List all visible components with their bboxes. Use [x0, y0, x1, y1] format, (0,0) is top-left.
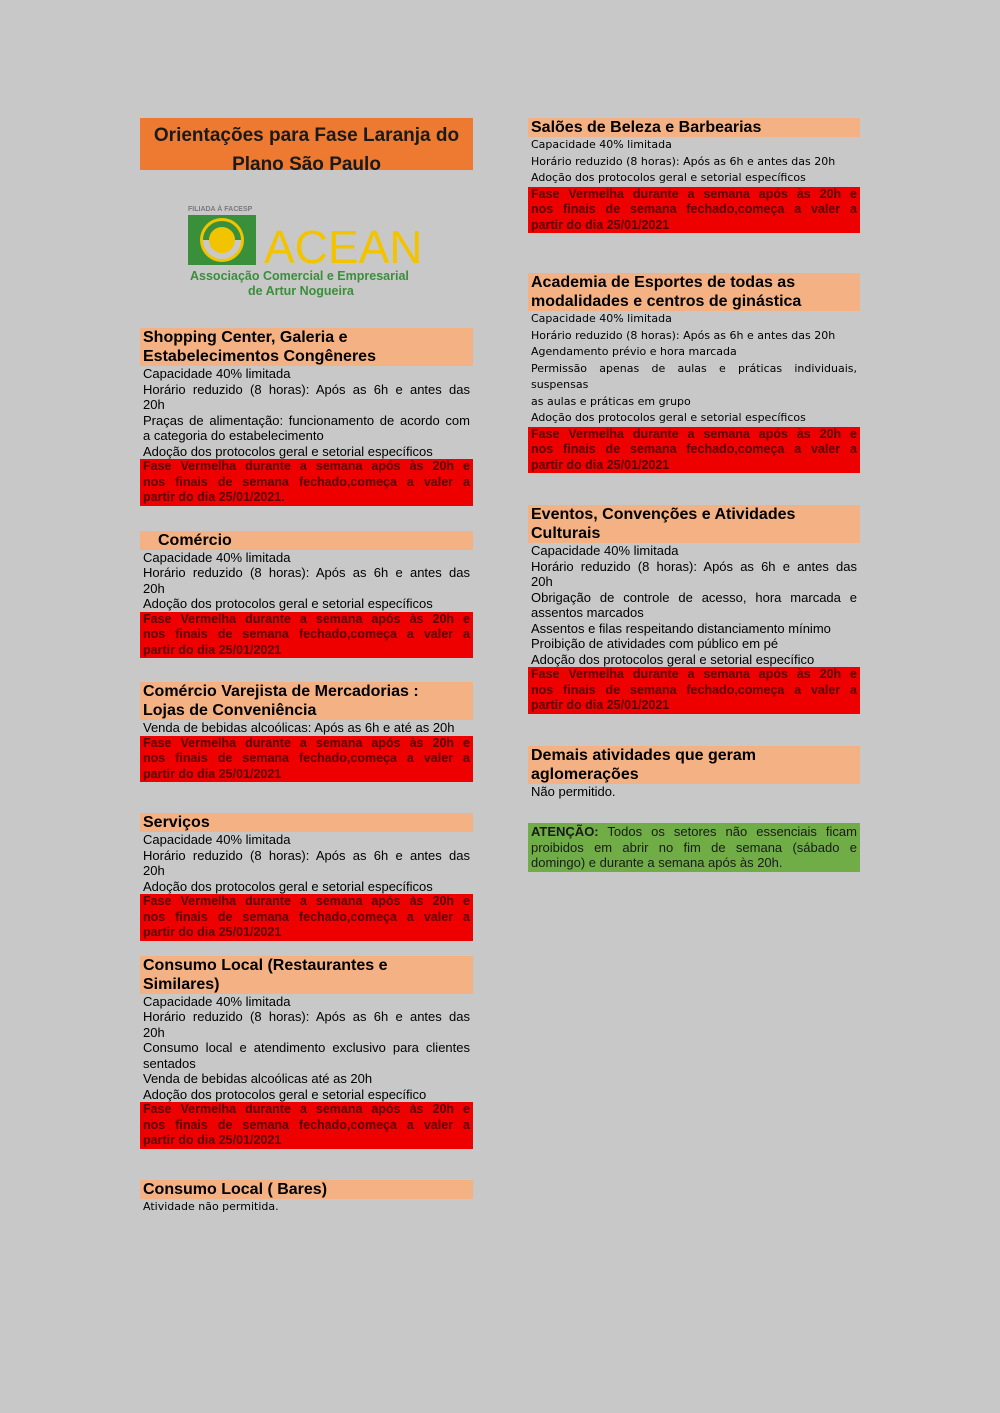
attention-label: ATENÇÃO:: [531, 824, 599, 839]
notice-line: partir do dia 25/01/2021: [143, 925, 282, 939]
heading-line: modalidades e centros de ginástica: [531, 293, 802, 310]
notice-line: partir do dia 25/01/2021: [531, 457, 670, 472]
text-line: 20h: [143, 580, 165, 596]
red-phase-notice: [528, 187, 860, 234]
title-line-2: Plano São Paulo: [232, 154, 381, 175]
acean-logo: [140, 170, 473, 328]
notice-line: nos finais de semana fechado,começa a valer a: [531, 682, 857, 697]
heading-line: Demais atividades que geram: [531, 746, 756, 764]
heading-line: aglomerações: [531, 765, 639, 783]
text-line: Obrigação de controle de acesso, hora marcada e: [531, 589, 857, 605]
acean-logo-icon: [186, 202, 431, 302]
red-phase-notice: [528, 427, 860, 474]
notice-line: Fase Vermelha durante a semana após às 20h e: [531, 186, 857, 201]
text-line: 20h: [143, 863, 165, 878]
logo-sub-2: de Artur Nogueira: [248, 284, 354, 298]
notice-line: partir do dia 25/01/2021: [531, 698, 670, 712]
logo-tag: FILIADA À FACESP: [188, 206, 253, 213]
red-phase-notice: [528, 667, 860, 714]
text-line: 20h: [531, 574, 553, 589]
text-line: Capacidade 40% limitada: [143, 549, 291, 565]
notice-line: nos finais de semana fechado,começa a valer a: [143, 909, 470, 924]
section-bares: [140, 1180, 473, 1216]
notice-line: nos finais de semana fechado,começa a valer a: [143, 1117, 470, 1132]
section-comercio: [140, 531, 473, 659]
heading-line: Eventos, Convenções e Atividades: [531, 506, 796, 523]
title-line-1: Orientações para Fase Laranja do: [153, 125, 460, 146]
notice-line: Fase Vermelha durante a semana após às 20h e: [143, 459, 470, 473]
notice-line: partir do dia 25/01/2021: [143, 766, 282, 781]
text-line: Agendamento prévio e hora marcada: [531, 345, 737, 358]
section-heading: [528, 505, 860, 543]
text-line: Horário reduzido (8 horas): Após as 6h e antes das: [143, 847, 470, 863]
heading-line: Similares): [143, 975, 220, 993]
heading-line: Culturais: [531, 525, 601, 542]
notice-line: Fase Vermelha durante a semana após às 20h e: [531, 667, 857, 681]
notice-line: nos finais de semana fechado,começa a valer a: [531, 202, 857, 216]
heading-line: Consumo Local (Restaurantes e: [143, 956, 388, 974]
section-heading: [140, 956, 473, 994]
section-servicos: [140, 813, 473, 941]
heading-line: Academia de Esportes de todas as: [531, 274, 796, 291]
text-line: assentos marcados: [531, 605, 644, 620]
notice-line: partir do dia 25/01/2021.: [143, 490, 285, 504]
section-heading: [528, 273, 860, 311]
text-line: Adoção dos protocolos geral e setorial específicos: [143, 596, 433, 611]
heading-line: Lojas de Conveniência: [143, 702, 317, 719]
notice-line: partir do dia 25/01/2021: [143, 1133, 282, 1147]
text-line: Não permitido.: [531, 783, 616, 799]
text-line: Venda de bebidas alcoólicas: Após as 6h e até as 20h: [143, 720, 455, 735]
section-saloes: [528, 118, 860, 233]
text-line: Capacidade 40% limitada: [143, 366, 291, 381]
text-line: Adoção dos protocolos geral e setorial específicos: [531, 411, 806, 424]
notice-line: Fase Vermelha durante a semana após às 20h e: [143, 611, 470, 626]
section-heading: [528, 746, 860, 784]
text-line: Permissão apenas de aulas e práticas individuais, suspensas: [531, 361, 857, 391]
text-line: 20h: [143, 397, 165, 412]
notice-line: partir do dia 25/01/2021: [531, 217, 670, 232]
heading-line: Estabelecimentos Congêneres: [143, 348, 376, 365]
text-line: Praças de alimentação: funcionamento de acordo com: [143, 412, 470, 428]
text-line: Horário reduzido (8 horas): Após as 6h e antes das: [143, 565, 470, 580]
section-heading: [140, 328, 473, 366]
red-phase-notice: [140, 459, 473, 506]
text-line: a categoria do estabelecimento: [143, 428, 324, 443]
section-heading: [140, 682, 473, 720]
text-line: Adoção dos protocolos geral e setorial específicos: [143, 878, 433, 894]
notice-line: Fase Vermelha durante a semana após às 20h e: [531, 426, 857, 441]
notice-line: nos finais de semana fechado,começa a valer a: [143, 474, 470, 489]
section-eventos: [528, 505, 860, 714]
right-column: [528, 118, 860, 872]
red-phase-notice: [140, 894, 473, 941]
notice-line: nos finais de semana fechado,começa a valer a: [531, 442, 857, 456]
red-phase-notice: [140, 612, 473, 659]
notice-line: nos finais de semana fechado,começa a valer a: [143, 751, 470, 765]
section-heading: Salões de Beleza e Barbearias: [528, 118, 860, 137]
text-line: Adoção dos protocolos geral e setorial específicos: [531, 171, 806, 184]
notice-line: Fase Vermelha durante a semana após às 20h e: [143, 735, 470, 750]
red-phase-notice: [140, 1102, 473, 1149]
text-line: Capacidade 40% limitada: [143, 993, 291, 1009]
text-line: Consumo local e atendimento exclusivo para clientes: [143, 1040, 470, 1055]
text-line: 20h: [143, 1024, 165, 1040]
notice-line: partir do dia 25/01/2021: [143, 642, 282, 657]
text-line: Capacidade 40% limitada: [531, 138, 672, 151]
section-academia: [528, 273, 860, 473]
text-line: Horário reduzido (8 horas): Após as 6h e antes das: [143, 1009, 470, 1024]
attention-notice: [528, 823, 860, 872]
text-line: Adoção dos protocolos geral e setorial específico: [531, 651, 815, 667]
logo-name: ACEAN: [264, 221, 423, 273]
page-title: [140, 118, 473, 175]
section-restaurantes: [140, 956, 473, 1149]
text-line: Adoção dos protocolos geral e setorial específico: [143, 1086, 427, 1102]
section-shopping: [140, 328, 473, 506]
text-line: Capacidade 40% limitada: [143, 832, 291, 847]
attention-text: Todos os setores não essenciais ficam proibidos em abrir no fim de semana (sábado e domingo) e durante a semana após às 20h.: [531, 824, 857, 870]
text-line: Venda de bebidas alcoólicas até as 20h: [143, 1071, 373, 1086]
text-line: sentados: [143, 1055, 196, 1071]
left-column: [140, 118, 473, 1215]
text-line: Atividade não permitida.: [143, 1199, 279, 1213]
heading-line: Shopping Center, Galeria e: [143, 329, 348, 346]
notice-line: Fase Vermelha durante a semana após às 20h e: [143, 894, 470, 908]
text-line: as aulas e práticas em grupo: [531, 394, 691, 408]
heading-line: Comércio Varejista de Mercadorias :: [143, 683, 419, 700]
text-line: Adoção dos protocolos geral e setorial específicos: [143, 443, 433, 459]
section-heading: Serviços: [140, 813, 473, 832]
logo-sub-1: Associação Comercial e Empresarial: [190, 269, 409, 283]
text-line: Horário reduzido (8 horas): Após as 6h e antes das: [531, 558, 857, 574]
text-line: Assentos e filas respeitando distanciamento mínimo: [531, 620, 831, 636]
text-line: Proibição de atividades com público em pé: [531, 636, 779, 651]
section-varejista: [140, 682, 473, 782]
text-line: Horário reduzido (8 horas): Após as 6h e antes das 20h: [531, 328, 836, 342]
notice-line: nos finais de semana fechado,começa a valer a: [143, 627, 470, 641]
section-demais: [528, 746, 860, 800]
text-line: Capacidade 40% limitada: [531, 312, 672, 325]
notice-line: Fase Vermelha durante a semana após às 20h e: [143, 1102, 470, 1116]
red-phase-notice: [140, 736, 473, 783]
section-heading: Comércio: [140, 531, 473, 550]
section-heading: Consumo Local ( Bares): [140, 1180, 473, 1199]
text-line: Capacidade 40% limitada: [531, 543, 679, 558]
text-line: Horário reduzido (8 horas): Após as 6h e antes das: [143, 381, 470, 397]
text-line: Horário reduzido (8 horas): Após as 6h e antes das 20h: [531, 154, 836, 168]
